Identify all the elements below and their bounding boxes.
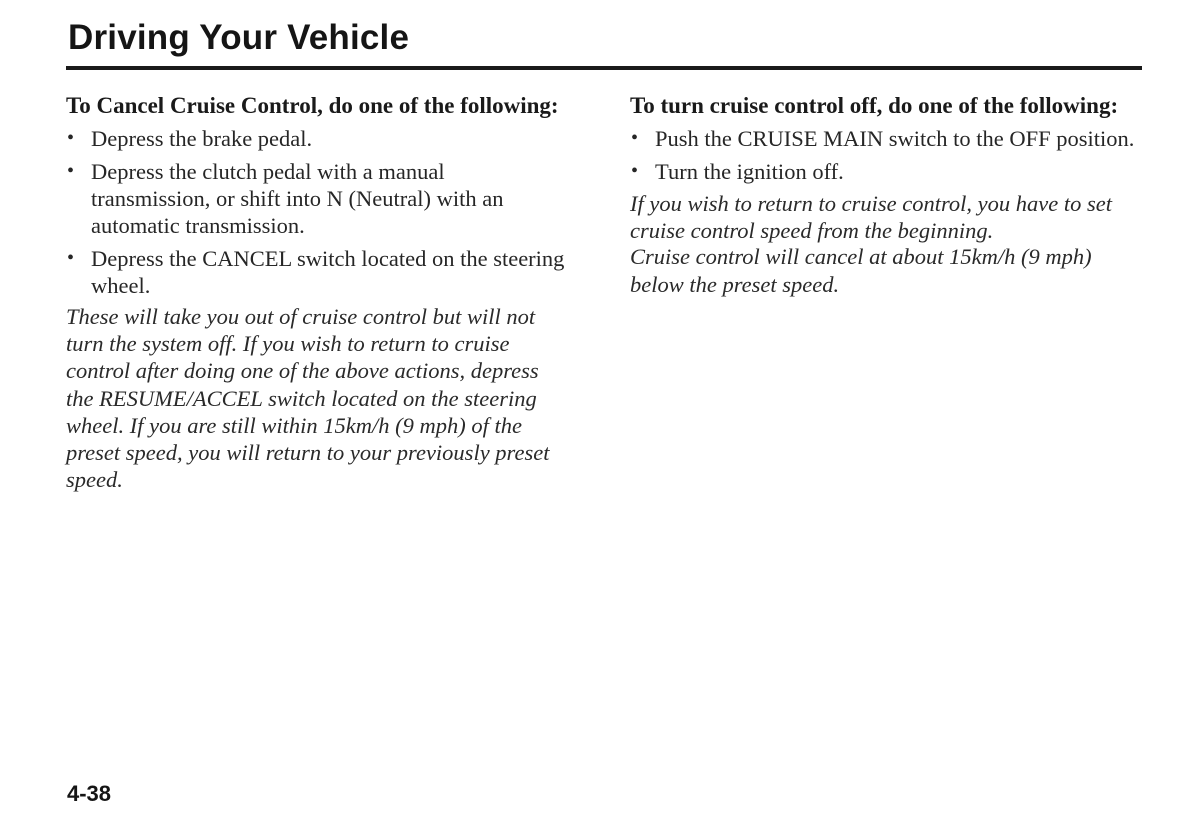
left-column xyxy=(66,93,566,493)
right-column xyxy=(630,93,1150,298)
page-number: 4-38 xyxy=(67,781,112,806)
list-item-text: Depress the brake pedal. xyxy=(91,126,313,151)
bullet-icon: • xyxy=(631,127,639,149)
list-item xyxy=(66,158,566,239)
list-item-text: Depress the clutch pedal with a manual transmission, or shift into N (Neutral) with an automatic transmission. xyxy=(91,159,504,238)
list-item xyxy=(66,245,566,299)
restart-cruise-note: If you wish to return to cruise control, you have to set cruise control speed from the beginning. xyxy=(630,191,1113,244)
bullet-icon: • xyxy=(67,247,75,269)
bullet-icon: • xyxy=(67,127,75,149)
list-item-text: Turn the ignition off. xyxy=(655,159,844,184)
list-item xyxy=(630,158,1150,185)
cancel-cruise-heading: To Cancel Cruise Control, do one of the following: xyxy=(66,93,559,118)
list-item xyxy=(630,125,1150,152)
cancel-cruise-note: These will take you out of cruise control but will not turn the system off. If you wish to return to cruise control after doing one of the above actions, depress the RESUME/ACCEL switch located on the steering wheel. If you are still within 15km/h (9 mph) of the preset speed, you will return to your previously preset speed. xyxy=(66,304,550,493)
turn-off-cruise-list xyxy=(630,125,1150,185)
turn-off-cruise-heading: To turn cruise control off, do one of the following: xyxy=(630,93,1119,118)
page-title: Driving Your Vehicle xyxy=(68,18,410,57)
bullet-icon: • xyxy=(631,160,639,182)
list-item-text: Depress the CANCEL switch located on the steering wheel. xyxy=(91,246,565,298)
bullet-icon: • xyxy=(67,160,75,182)
list-item-text: Push the CRUISE MAIN switch to the OFF position. xyxy=(655,126,1135,151)
cancel-cruise-list xyxy=(66,125,566,299)
title-divider xyxy=(66,66,1142,70)
cancel-speed-note: Cruise control will cancel at about 15km/h (9 mph) below the preset speed. xyxy=(630,244,1092,297)
list-item xyxy=(66,125,566,152)
